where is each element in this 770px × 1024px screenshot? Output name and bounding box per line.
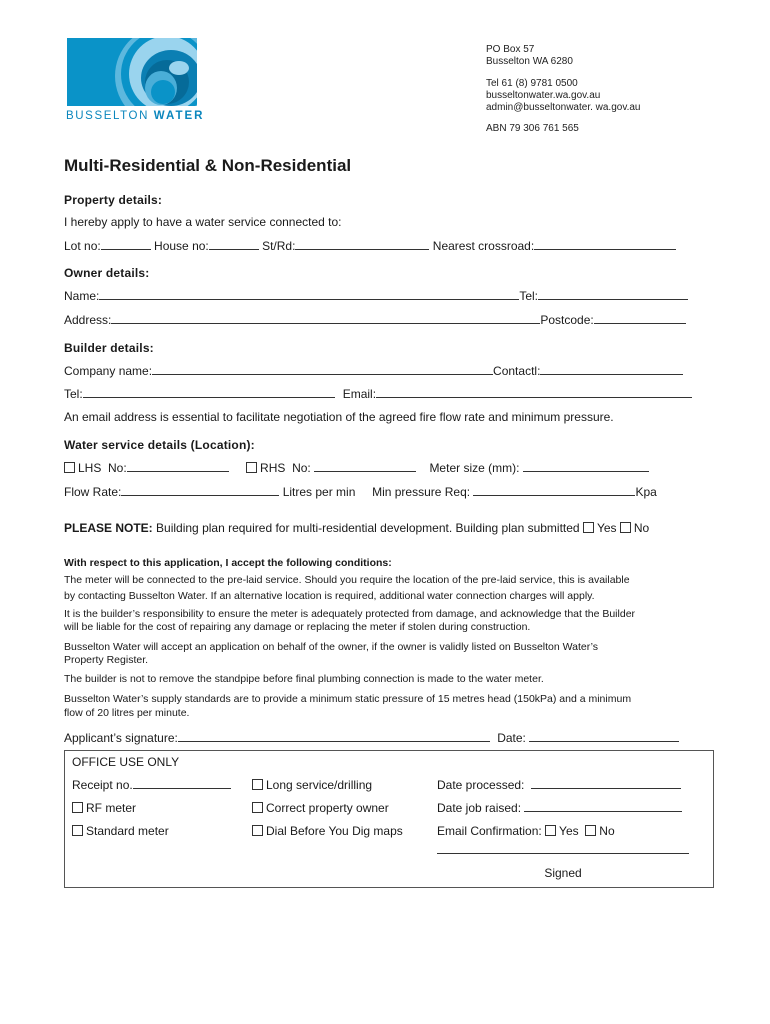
owner-postcode-field[interactable] — [594, 313, 686, 324]
condition-text: The builder is not to remove the standpipe before final plumbing connection is made to the water meter. — [64, 673, 544, 685]
date-job-field[interactable] — [524, 801, 682, 812]
contact-field[interactable] — [540, 364, 683, 375]
plan-yes-label: Yes — [596, 521, 617, 535]
rf-meter-checkbox[interactable] — [72, 802, 83, 813]
correct-owner-label: Correct property owner — [266, 801, 389, 815]
builder-email-field[interactable] — [376, 387, 692, 398]
owner-name-field[interactable] — [99, 289, 519, 300]
postal-address — [486, 44, 573, 68]
correct-owner-row — [252, 801, 389, 815]
builder-tel-field[interactable] — [83, 387, 335, 398]
signature-field[interactable] — [178, 731, 490, 742]
receipt-row — [72, 778, 231, 792]
long-service-row — [252, 778, 372, 792]
condition-text: flow of 20 litres per minute. — [64, 707, 190, 719]
flow-unit: Litres per min — [282, 485, 356, 499]
standard-meter-row — [72, 824, 169, 838]
rf-meter-row — [72, 801, 136, 815]
email-note: An email address is essential to facilitate negotiation of the agreed fire flow rate and minimum pressure. — [64, 410, 614, 424]
condition-text: Busselton Water’s supply standards are to provide a minimum static pressure of 15 metres head (150kPa) and a minimum — [64, 693, 632, 705]
standard-meter-checkbox[interactable] — [72, 825, 83, 836]
owner-tel-label: Tel: — [519, 289, 539, 303]
website-link[interactable]: busseltonwater.wa.gov.au — [486, 90, 601, 101]
owner-address-field[interactable] — [111, 313, 540, 324]
condition-5 — [64, 692, 631, 720]
busselton-water-logo — [67, 38, 197, 106]
property-heading: Property details: — [64, 193, 163, 207]
dial-before-row — [252, 824, 403, 838]
rf-meter-label: RF meter — [86, 801, 137, 815]
crossroad-label: Nearest crossroad: — [432, 239, 535, 253]
condition-1 — [64, 572, 630, 604]
office-use-box — [64, 750, 714, 888]
condition-4 — [64, 673, 544, 686]
conditions-heading: With respect to this application, I accept the following conditions: — [64, 557, 392, 569]
property-intro: I hereby apply to have a water service connected to: — [64, 215, 342, 229]
receipt-field[interactable] — [133, 778, 231, 789]
builder-email-label: Email: — [342, 387, 377, 401]
condition-text: by contacting Busselton Water. If an alternative location is required, additional water connection charges will apply. — [64, 590, 595, 602]
city: Busselton WA 6280 — [486, 56, 573, 67]
street-label: St/Rd: — [262, 239, 296, 253]
builder-heading: Builder details: — [64, 341, 154, 355]
company-label: Company name: — [64, 364, 153, 378]
date-processed-label: Date processed: — [437, 778, 525, 792]
dial-before-checkbox[interactable] — [252, 825, 263, 836]
date-job-row — [437, 801, 682, 815]
signature-date-field[interactable] — [529, 731, 679, 742]
date-processed-field[interactable] — [531, 778, 681, 789]
brand-name-light: BUSSELTON — [66, 110, 149, 122]
condition-text: Busselton Water will accept an application on behalf of the owner, if the owner is validly listed on Busselton Water’s — [64, 641, 599, 653]
po-box: PO Box 57 — [486, 44, 535, 55]
contact-info — [486, 78, 641, 114]
pressure-label: Min pressure Req: — [372, 485, 471, 499]
house-field[interactable] — [209, 239, 259, 250]
email-no-label: No — [599, 824, 615, 838]
owner-name-label: Name: — [64, 289, 100, 303]
email-confirmation-row — [437, 824, 615, 838]
phone: Tel 61 (8) 9781 0500 — [486, 78, 578, 89]
lhs-no-label: No: — [108, 461, 127, 475]
company-field[interactable] — [152, 364, 493, 375]
long-service-label: Long service/drilling — [266, 778, 373, 792]
brand-name-bold: WATER — [153, 110, 205, 122]
plan-yes-checkbox[interactable] — [583, 522, 594, 533]
logo-wordmark — [66, 110, 204, 122]
condition-3 — [64, 641, 598, 667]
pressure-field[interactable] — [473, 485, 635, 496]
lhs-no-field[interactable] — [127, 461, 229, 472]
rhs-no-field[interactable] — [314, 461, 416, 472]
water-swirl-icon — [67, 38, 197, 106]
plan-no-checkbox[interactable] — [620, 522, 631, 533]
correct-owner-checkbox[interactable] — [252, 802, 263, 813]
signature-label: Applicant’s signature: — [64, 731, 178, 745]
lhs-label: LHS — [78, 461, 102, 475]
email-no-checkbox[interactable] — [585, 825, 596, 836]
flow-rate-label: Flow Rate: — [64, 485, 122, 499]
water-flow-row — [64, 485, 657, 499]
please-note — [64, 521, 649, 535]
flow-rate-field[interactable] — [121, 485, 279, 496]
street-field[interactable] — [295, 239, 429, 250]
condition-2 — [64, 608, 635, 634]
lot-label: Lot no: — [64, 239, 101, 253]
date-processed-row — [437, 778, 681, 792]
signed-field[interactable] — [437, 853, 689, 854]
owner-heading: Owner details: — [64, 266, 150, 280]
rhs-no-label: No: — [292, 461, 311, 475]
builder-tel-label: Tel: — [64, 387, 83, 401]
pressure-unit: Kpa — [635, 485, 657, 499]
email-link[interactable]: admin@busseltonwater. wa.gov.au — [486, 102, 641, 113]
date-job-label: Date job raised: — [437, 801, 522, 815]
condition-text: The meter will be connected to the pre-laid service. Should you require the location of the pre-laid service, this is available — [64, 574, 630, 586]
owner-address-row — [64, 313, 686, 327]
email-yes-label: Yes — [559, 824, 579, 838]
signature-date-label: Date: — [497, 731, 526, 745]
builder-tel-row — [64, 387, 692, 401]
please-note-label: PLEASE NOTE: — [64, 521, 153, 535]
rhs-checkbox[interactable] — [246, 462, 257, 473]
builder-company-row — [64, 364, 683, 378]
crossroad-field[interactable] — [534, 239, 676, 250]
signature-row — [64, 731, 679, 745]
owner-name-row — [64, 289, 688, 303]
email-confirmation-label: Email Confirmation: — [437, 824, 542, 838]
meter-size-field[interactable] — [523, 461, 649, 472]
please-note-text: Building plan required for multi-residential development. Building plan submitted — [156, 521, 580, 535]
page-title: Multi-Residential & Non-Residential — [64, 156, 352, 175]
abn: ABN 79 306 761 565 — [486, 123, 579, 134]
owner-address-label: Address: — [64, 313, 112, 327]
long-service-checkbox[interactable] — [252, 779, 263, 790]
house-label: House no: — [154, 239, 209, 253]
receipt-label: Receipt no. — [72, 778, 133, 792]
condition-text: will be liable for the cost of repairing any damage or replacing the meter if stolen during construction. — [64, 621, 531, 633]
condition-text: It is the builder’s responsibility to ensure the meter is adequately protected from damage, and acknowledge that the Builder — [64, 608, 636, 620]
lhs-checkbox[interactable] — [64, 462, 75, 473]
water-location-row — [64, 461, 649, 475]
meter-size-label: Meter size (mm): — [429, 461, 520, 475]
standard-meter-label: Standard meter — [86, 824, 169, 838]
lot-field[interactable] — [101, 239, 151, 250]
office-heading: OFFICE USE ONLY — [72, 755, 180, 769]
email-yes-checkbox[interactable] — [545, 825, 556, 836]
owner-tel-field[interactable] — [538, 289, 688, 300]
contact-label: Contactl: — [493, 364, 541, 378]
water-heading: Water service details (Location): — [64, 438, 255, 452]
condition-text: Property Register. — [64, 654, 149, 666]
signed-label: Signed — [544, 866, 582, 880]
property-row — [64, 239, 676, 253]
plan-no-label: No — [633, 521, 650, 535]
owner-postcode-label: Postcode: — [540, 313, 594, 327]
dial-before-label: Dial Before You Dig maps — [266, 824, 403, 838]
rhs-label: RHS — [260, 461, 286, 475]
